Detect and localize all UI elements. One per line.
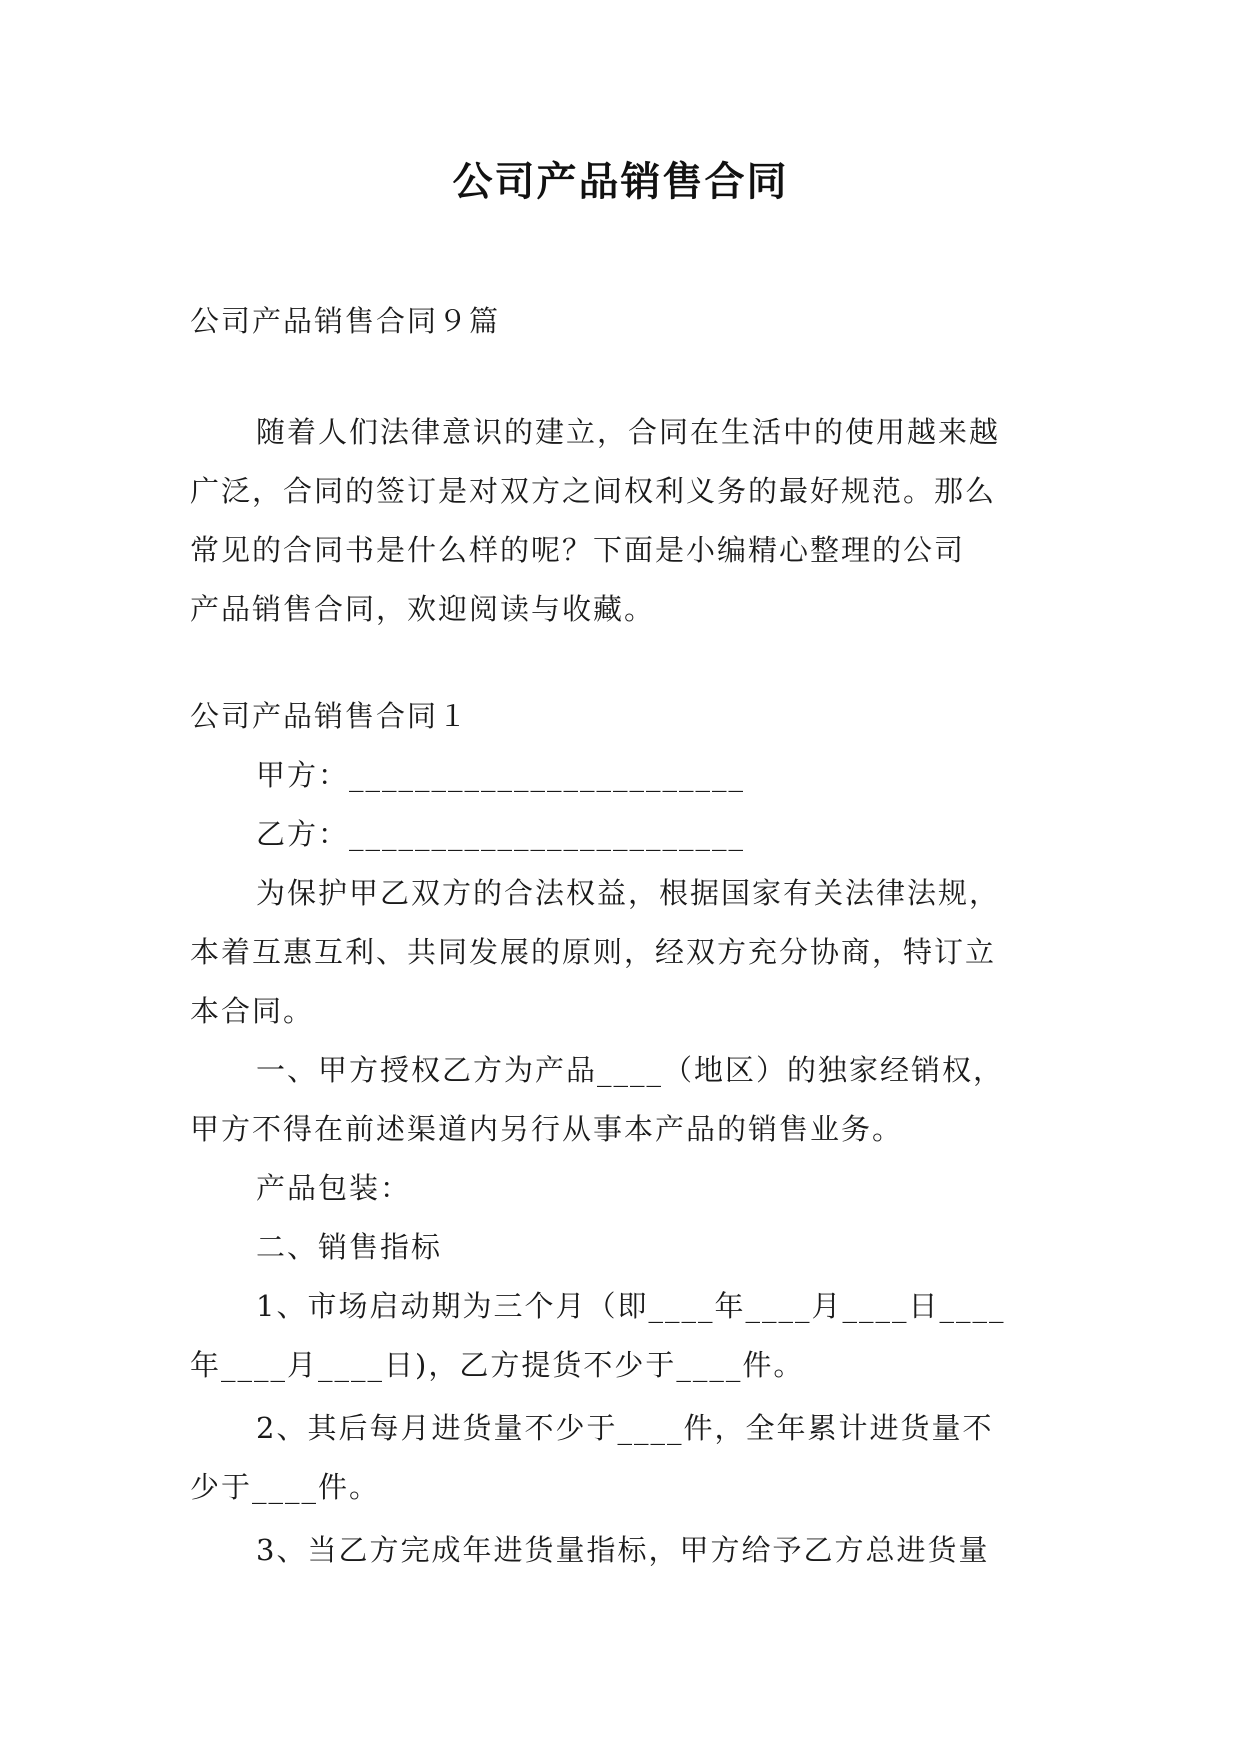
purpose-line: 本着互惠互利、共同发展的原则，经双方充分协商，特订立 [190,935,997,969]
clause-line: 甲方不得在前述渠道内另行从事本产品的销售业务。 [190,1112,904,1146]
document-body [190,292,1060,1580]
clause-2-heading: 二、销售指标 [256,1230,443,1264]
party-a-line: 甲方：________________________ [256,758,746,792]
intro-line: 广泛，合同的签订是对双方之间权利义务的最好规范。那么 [190,474,997,508]
item-line: 3、当乙方完成年进货量指标，甲方给予乙方总进货量 [256,1533,990,1567]
item-line: 少于____件。 [190,1470,381,1504]
item-1-paragraph [190,1277,1060,1395]
purpose-paragraph [190,864,1060,1041]
purpose-line: 为保护甲乙双方的合法权益，根据国家有关法律法规， [256,876,1001,910]
intro-paragraph [190,403,1060,639]
intro-line: 产品销售合同，欢迎阅读与收藏。 [190,592,656,626]
item-line: 1、市场启动期为三个月（即____年____月____日____ [256,1289,1006,1323]
clause-line: 一、甲方授权乙方为产品____（地区）的独家经销权， [256,1053,1005,1087]
clause-1-paragraph [190,1041,1060,1159]
document-title: 公司产品销售合同 [452,159,789,205]
party-b-line: 乙方：________________________ [256,817,746,851]
purpose-line: 本合同。 [190,994,315,1028]
document-subtitle: 公司产品销售合同９篇 [190,304,501,338]
item-line: 年____月____日)，乙方提货不少于____件。 [190,1348,805,1382]
intro-line: 常见的合同书是什么样的呢？下面是小编精心整理的公司 [190,533,966,567]
item-2-paragraph [190,1399,1060,1517]
section-heading: 公司产品销售合同１ [190,699,470,733]
item-line: 2、其后每月进货量不少于____件，全年累计进货量不 [256,1411,994,1445]
packaging-line: 产品包装： [256,1171,412,1205]
item-3-paragraph [190,1521,1060,1580]
intro-line: 随着人们法律意识的建立，合同在生活中的使用越来越 [256,415,1001,449]
